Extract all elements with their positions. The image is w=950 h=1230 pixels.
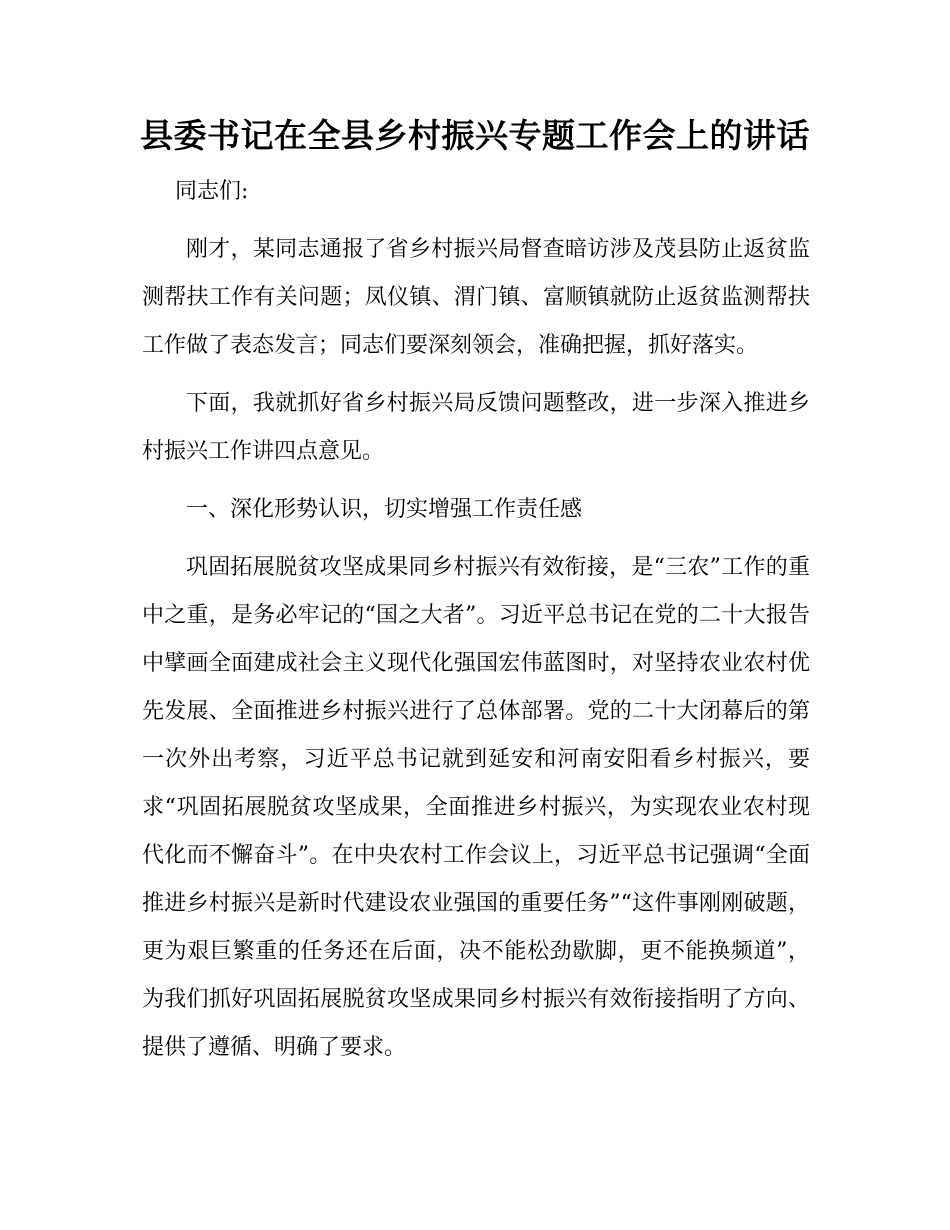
section-heading-1: 一、深化形势认识，切实增强工作责任感: [186, 497, 583, 522]
paragraph-opening: 刚才，某同志通报了省乡村振兴局督查暗访涉及茂县防止返贫监测帮扶工作有关问题；凤仪镇、渭门镇、富顺镇就防止返贫监测帮扶工作做了表态发言；同志们要深刻领会，准确把握，抓好落实。: [142, 237, 810, 358]
paragraph-section-1-body: 巩固拓展脱贫攻坚成果同乡村振兴有效衔接，是“三农”工作的重中之重，是务必牢记的“国之大者”。习近平总书记在党的二十大报告中擘画全面建成社会主义现代化强国宏伟蓝图时，对坚持农业农村优先发展、全面推进乡村振兴进行了总体部署。党的二十大闭幕后的第一次外出考察，习近平总书记就到延安和河南安阳看乡村振兴，要求“巩固拓展脱贫攻坚成果，全面推进乡村振兴，为实现农业农村现代化而不懈奋斗”。在中央农村工作会议上，习近平总书记强调“全面推进乡村振兴是新时代建设农业强国的重要任务”“这件事刚刚破题，更为艰巨繁重的任务还在后面，决不能松劲歇脚，更不能换频道”，为我们抓好巩固拓展脱贫攻坚成果同乡村振兴有效衔接指明了方向、提供了遵循、明确了要求。: [142, 555, 810, 1060]
document-body: [142, 168, 810, 1072]
document-title: 县委书记在全县乡村振兴专题工作会上的讲话: [140, 116, 810, 155]
salutation: 同志们:: [175, 179, 249, 204]
paragraph-intro: 下面，我就抓好省乡村振兴局反馈问题整改，进一步深入推进乡村振兴工作讲四点意见。: [142, 391, 810, 464]
